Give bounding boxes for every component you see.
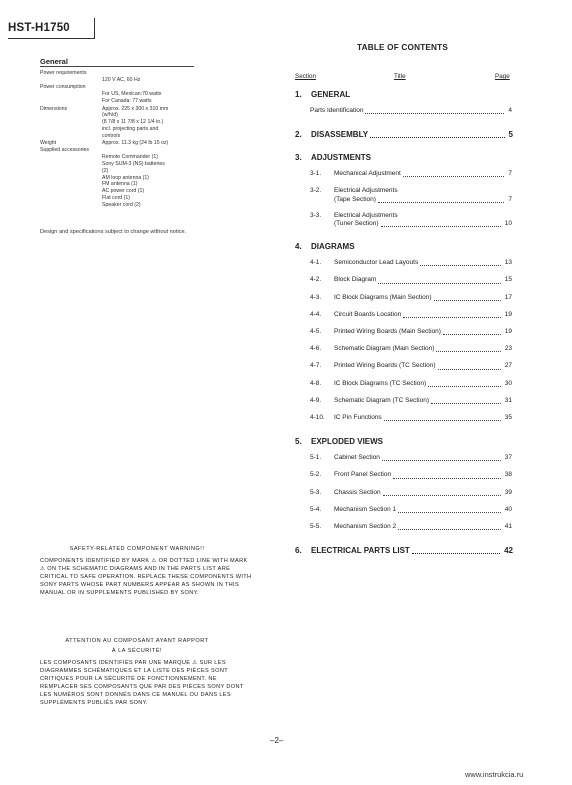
spec-value: (2) (102, 167, 109, 174)
toc-section-title: GENERAL (311, 90, 351, 99)
safety-warning-title: SAFETY-RELATED COMPONENT WARNING!! (69, 546, 205, 552)
toc-entry-number: 5-4. (310, 505, 322, 513)
toc-section-title: EXPLODED VIEWS (311, 437, 384, 447)
spec-value: incl. projecting parts and (102, 126, 159, 133)
toc-leader (434, 300, 501, 301)
toc-leader (412, 553, 500, 554)
specs-heading: General (40, 57, 68, 66)
toc-leader (381, 226, 501, 227)
toc-leader (398, 529, 501, 530)
toc-entry (310, 259, 512, 267)
toc-section (295, 437, 383, 446)
spec-label: Power requirements (40, 70, 87, 76)
toc-entry-title-line: (Tuner Section) (334, 220, 379, 227)
toc-leader (378, 283, 501, 284)
toc-entry-title-line: Chassis Section (334, 488, 381, 496)
toc-leader (384, 420, 501, 421)
toc-leader (393, 478, 501, 479)
spec-value: Remote Commander (1) (102, 153, 158, 160)
spec-value: For Canada: 77 watts (102, 98, 152, 105)
toc-entry-title-line: Schematic Diagram (TC Section) (334, 396, 429, 404)
spec-label: Weight (40, 140, 57, 146)
spec-value: 120 V AC, 60 Hz (102, 76, 141, 83)
toc-page: 7 (508, 195, 512, 203)
toc-entry-title (334, 471, 391, 479)
toc-entry-title (334, 328, 441, 336)
page-number: –2– (270, 736, 284, 745)
spec-value: Sony SUM-3 (NS) batteries (102, 160, 165, 167)
spec-label: Supplied accessories (40, 146, 90, 153)
toc-page: 41 (504, 522, 512, 530)
toc-page: 5 (508, 130, 513, 140)
toc-entry-title-line: Mechanism Section 2 (334, 523, 397, 530)
toc-page: 4 (508, 106, 512, 114)
toc-entry-title (334, 311, 401, 319)
toc-section-title: DISASSEMBLY (311, 130, 369, 140)
toc-page: 19 (504, 310, 512, 318)
toc-leader (382, 460, 501, 461)
spec-value: Speaker cord (2) (102, 202, 141, 209)
spec-value: (8 7/8 x 11 7/8 x 12 1/4 in.) (102, 119, 164, 126)
toc-page: 31 (504, 396, 512, 404)
toc-entry-title-line: Mechanical Adjustment (334, 170, 401, 178)
toc-page: 37 (504, 454, 512, 462)
toc-page: 13 (504, 259, 512, 267)
safety-warning-fr-body: LES COMPOSANTS IDENTIFIÉS PAR UNE MARQUE ⚠ SUR LES DIAGRAMMES SCHÉMATIQUES ET LA LISTE DES PIÈCES SONT CRITIQUES POUR LA SÉCURITÉ DE FONCTIONNEMENT. NE REMPLACER SES COMPOSANTS QUE PAR DES PIÈCES SONY DONT LES NUMÉROS SONT DONNÉS DANS CE MANUEL OU DANS LES SUPPLÉMENTS PUBLIÉS PAR SONY. (40, 660, 244, 706)
toc-page: 27 (504, 362, 512, 370)
toc-page: 15 (504, 276, 512, 284)
toc-leader (365, 113, 504, 114)
toc-entry (310, 506, 512, 514)
toc-page: 17 (504, 293, 512, 301)
toc-leader (398, 512, 501, 513)
toc-entry-title-line: Front Panel Section (334, 471, 392, 479)
toc-entry (310, 523, 512, 531)
toc-entry-title (334, 170, 401, 178)
spec-value: AM loop antenna (1) (102, 174, 150, 181)
toc-entry-title-line: Circuit Boards Location (334, 310, 402, 318)
toc-entry-number: 4-2. (310, 276, 322, 284)
toc-page: 42 (504, 546, 513, 556)
toc-entry-title (334, 362, 436, 370)
toc-entry (310, 489, 512, 497)
specs-disclaimer: Design and specifications subject to change without notice. (40, 229, 187, 235)
toc-section (295, 153, 371, 162)
toc-section-number: 6. (295, 546, 302, 556)
toc-section-title: DIAGRAMS (311, 242, 355, 252)
toc-entry-title (334, 294, 432, 302)
toc-entry-number: 5-2. (310, 471, 322, 479)
toc-leader (438, 369, 501, 370)
spec-label: Dimensions (40, 105, 68, 112)
toc-entry-number: 4-1. (310, 259, 322, 267)
toc-entry-number: 4-5. (310, 328, 322, 335)
spec-value: AC power cord (1) (102, 188, 145, 195)
toc-page: 23 (504, 345, 512, 353)
watermark: www.instrukcia.ru (465, 770, 524, 779)
toc-section-number: 3. (295, 153, 302, 163)
toc-page: 19 (504, 327, 512, 335)
toc-entry-title (334, 454, 380, 462)
spec-value: Flat cord (1) (102, 195, 130, 202)
toc-section-number: 2. (295, 130, 302, 140)
toc-entry-title (334, 397, 429, 405)
toc-section (295, 546, 513, 555)
toc-entry (310, 294, 512, 302)
toc-section (295, 242, 355, 251)
toc-leader (443, 334, 501, 335)
toc-entry-title-line: IC Block Diagrams (Main Section) (334, 293, 432, 301)
toc-entry (310, 471, 512, 479)
toc-leader (431, 403, 501, 404)
toc-entry (310, 380, 512, 388)
toc-entry-number: 4-4. (310, 310, 322, 318)
toc-entry (310, 345, 512, 353)
specs-divider (40, 66, 194, 67)
toc-section-number: 4. (295, 242, 302, 252)
toc-entry-title (334, 414, 382, 422)
toc-section-title: ELECTRICAL PARTS LIST (311, 546, 410, 556)
toc-entry (310, 187, 512, 203)
toc-page: 40 (504, 505, 512, 513)
toc-entry (310, 414, 512, 422)
safety-warning-fr-title-1: ATTENTION AU COMPOSANT AYANT RAPPORT (65, 638, 209, 644)
spec-value: (w/h/d) (102, 112, 118, 119)
toc-entry-title-line: Schematic Diagram (Main Section) (334, 345, 435, 353)
toc-entry (310, 212, 512, 228)
toc-leader (403, 317, 501, 318)
toc-entry-title (334, 345, 434, 353)
toc-leader (370, 137, 505, 138)
toc-leader (378, 202, 504, 203)
toc-entry-number: 3-1. (310, 170, 322, 178)
toc-title: TABLE OF CONTENTS (357, 43, 449, 52)
toc-entry (310, 107, 512, 115)
spec-value: FM antenna (1) (102, 181, 138, 188)
toc-page: 10 (504, 219, 512, 227)
toc-entry (310, 170, 512, 178)
toc-leader (428, 386, 501, 387)
toc-page: 30 (504, 379, 512, 387)
toc-leader (383, 495, 501, 496)
toc-entry-title-line: IC Pin Functions (334, 414, 382, 421)
toc-entry-title (310, 107, 363, 115)
toc-section-title: ADJUSTMENTS (311, 153, 372, 163)
toc-entry-number: 4-9. (310, 396, 322, 404)
toc-entry-title-line: Printed Wiring Boards (TC Section) (334, 362, 436, 370)
toc-entry-title (334, 380, 426, 388)
toc-section (295, 90, 350, 99)
toc-entry-title-line: (Tape Section) (334, 195, 376, 203)
toc-entry-title-line: Electrical Adjustments (334, 211, 398, 219)
toc-entry-title (334, 489, 381, 497)
toc-page: 7 (508, 170, 512, 178)
toc-entry-title (334, 276, 376, 284)
safety-warning-body: COMPONENTS IDENTIFIED BY MARK ⚠ OR DOTTED LINE WITH MARK ⚠ ON THE SCHEMATIC DIAGRAMS AND IN THE PARTS LIST ARE CRITICAL TO SAFE OPERATION. REPLACE THESE COMPONENTS WITH SONY PARTS WHOSE PART NUMBERS APPEAR AS SHOWN IN THIS MANUAL OR IN SUPPLEMENTS PUBLISHED BY SONY. (40, 558, 252, 596)
toc-entry-number: 4-6. (310, 345, 322, 353)
toc-page: 39 (504, 488, 512, 496)
toc-entry-title (334, 523, 396, 531)
toc-entry-number: 4-7. (310, 362, 322, 370)
toc-entry-number: 5-5. (310, 523, 322, 530)
toc-entry-title-line: Electrical Adjustments (334, 187, 398, 195)
toc-leader (436, 351, 501, 352)
toc-entry (310, 362, 512, 370)
spec-label: Power consumption (40, 84, 86, 91)
toc-col-section: Section (295, 73, 317, 80)
toc-entry-title-line: Semiconductor Lead Layouts (334, 259, 419, 267)
toc-page: 35 (504, 413, 512, 421)
toc-entry-title-line: Mechanism Section 1 (334, 505, 397, 513)
toc-entry (310, 397, 512, 405)
toc-entry-number: 5-3. (310, 488, 322, 496)
toc-col-page: Page (495, 73, 510, 80)
toc-entry (310, 276, 512, 284)
toc-leader (403, 176, 504, 177)
toc-entry-title (334, 506, 396, 514)
spec-value: Approx. 225 x 300 x 310 mm (102, 105, 169, 112)
toc-entry (310, 454, 512, 462)
toc-entry-number: 3-3. (310, 211, 322, 219)
toc-entry-number: 4-10. (310, 414, 325, 421)
toc-entry (310, 311, 512, 319)
toc-col-title: Title (394, 73, 406, 80)
spec-value: For US, Mexican:70 watts (102, 91, 162, 98)
toc-entry-title-line: Cabinet Section (334, 454, 380, 462)
toc-entry-title (334, 259, 418, 267)
toc-entry (310, 328, 512, 336)
toc-entry-number: 3-2. (310, 187, 322, 195)
spec-value: Approx. 11.3 kg (24 lb 15 oz) (102, 140, 169, 146)
toc-leader (420, 265, 501, 266)
toc-entry-number: 4-8. (310, 379, 322, 387)
model-number: HST-H1750 (8, 18, 95, 39)
toc-entry-number: 5-1. (310, 454, 322, 462)
spec-value: controls (102, 133, 121, 140)
toc-entry-title-line: IC Block Diagrams (TC Section) (334, 379, 427, 387)
toc-entry-title-line: Printed Wiring Boards (Main Section) (334, 328, 441, 335)
toc-section (295, 130, 513, 139)
toc-section-number: 5. (295, 437, 302, 447)
toc-entry-number: 4-3. (310, 293, 322, 301)
toc-entry-title-line: Parts Identification (310, 107, 364, 114)
safety-warning-fr-title-2: À LA SÉCURITÉ! (111, 648, 163, 654)
toc-entry-title-line: Block Diagram (334, 276, 377, 284)
toc-page: 38 (504, 471, 512, 479)
toc-section-number: 1. (295, 90, 302, 99)
